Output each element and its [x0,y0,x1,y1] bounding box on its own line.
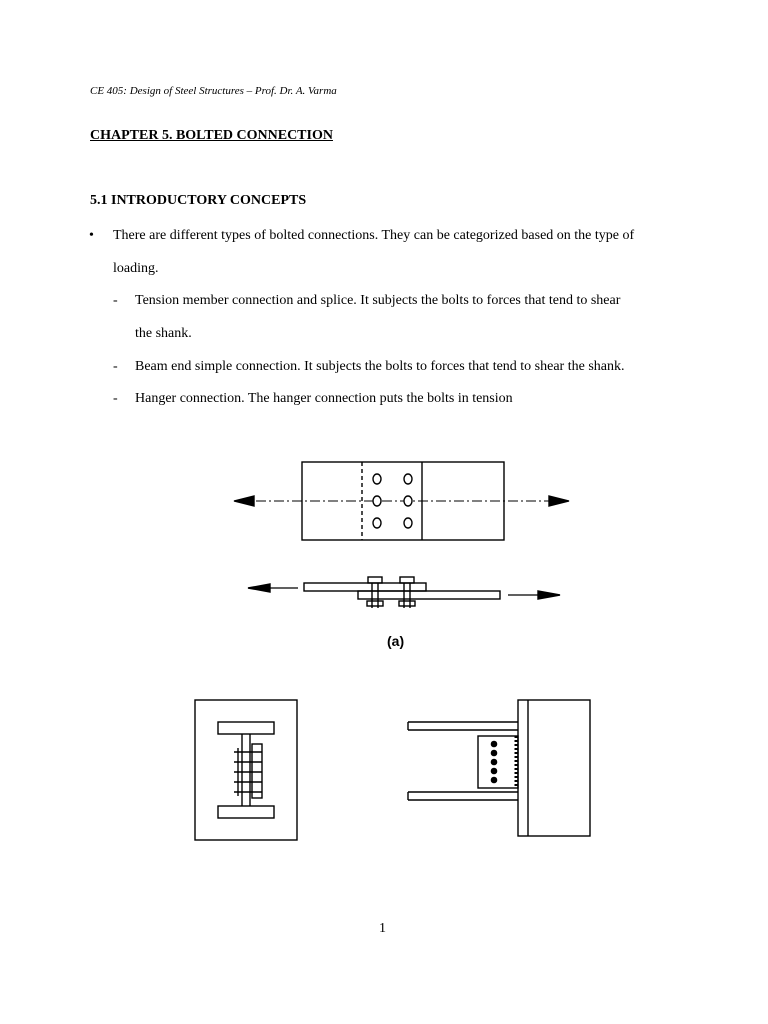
tension-splice-figure [220,450,580,630]
dash-marker-2: - [113,359,118,374]
i-section-connection-figure [180,692,310,852]
sub-item-3-line-1: Hanger connection. The hanger connection puts the bolts in tension [135,391,513,406]
figure-caption: (a) [387,633,405,649]
sub-item-2-line-1: Beam end simple connection. It subjects the bolts to forces that tend to shear the shank. [135,359,625,374]
page-number: 1 [379,921,386,936]
sub-item-1-line-1: Tension member connection and splice. It subjects the bolts to forces that tend to shear [135,293,621,308]
bullet-marker: • [89,228,94,243]
section-heading: 5.1 INTRODUCTORY CONCEPTS [90,193,307,208]
running-header: CE 405: Design of Steel Structures – Prof. Dr. A. Varma [90,85,337,97]
arrow-left-icon [234,496,254,506]
dash-marker-3: - [113,391,118,406]
sub-item-1-line-2: the shank. [135,326,192,341]
bullet-text-line-2: loading. [113,261,159,276]
arrow-right-icon [549,496,569,506]
beam-end-connection-figure [398,692,598,842]
arrow-right-side-icon [538,591,560,599]
arrow-left-side-icon [248,584,270,592]
bullet-text-line-1: There are different types of bolted connections. They can be categorized based on the type of [113,228,635,243]
chapter-title: CHAPTER 5. BOLTED CONNECTION [90,128,333,143]
dash-marker-1: - [113,293,118,308]
